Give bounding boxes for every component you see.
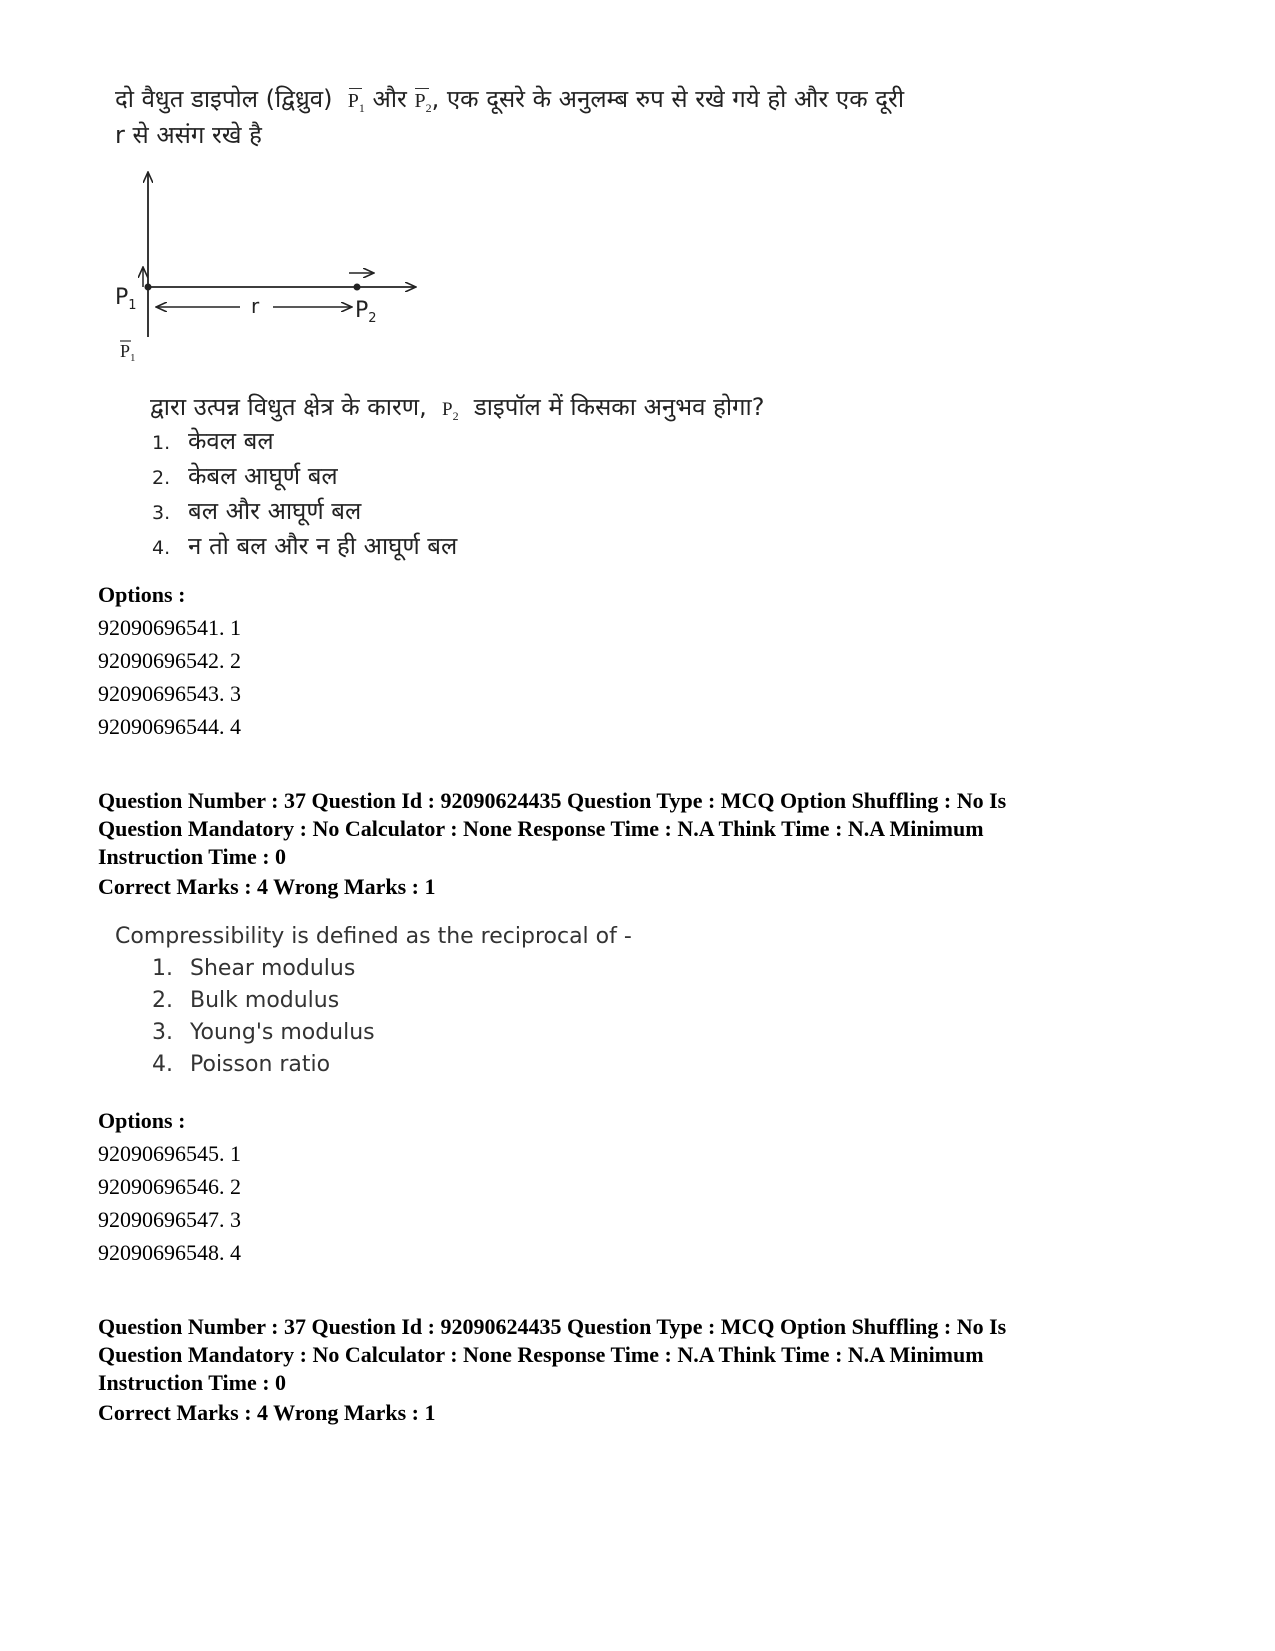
question-line-2: r से असंग रखे है — [115, 121, 262, 149]
meta-line: Instruction Time : 0 — [98, 844, 287, 869]
question-meta — [98, 787, 1178, 871]
choice-item: 2. Bulk modulus — [152, 988, 340, 1013]
option-item: 92090696545. 1 — [98, 1141, 241, 1166]
p1-bottom-label: $P_1$ — [120, 341, 136, 364]
question-meta — [98, 1313, 1178, 1397]
question-text: दो वैधुत डाइपोल (द्विध्रुव) — [115, 85, 333, 113]
p1-label: $P_1$ — [115, 285, 137, 313]
option-item: 92090696541. 1 — [98, 615, 241, 640]
option-item: 92090696543. 3 — [98, 681, 241, 706]
option-item: 92090696546. 2 — [98, 1174, 241, 1199]
p2-point — [354, 284, 361, 291]
choice-item: 2. केबल आघूर्ण बल — [152, 462, 338, 490]
choice-item: 3. बल और आघूर्ण बल — [152, 497, 362, 525]
choice-item: 3. Young's modulus — [152, 1020, 375, 1045]
dipole-diagram — [105, 165, 435, 375]
option-item: 92090696544. 4 — [98, 714, 241, 739]
option-item: 92090696542. 2 — [98, 648, 241, 673]
p2-label: $P_2$ — [355, 298, 377, 326]
meta-line: Instruction Time : 0 — [98, 1370, 287, 1395]
p2-symbol: $P_2$ — [442, 399, 459, 423]
question-text: द्वारा उत्पन्न विधुत क्षेत्र के कारण, — [150, 393, 427, 421]
question-text: , एक दूसरे के अनुलम्ब रुप से रखे गये हो और एक दूरी — [431, 85, 905, 113]
choice-item: 4. Poisson ratio — [152, 1052, 331, 1077]
r-label: r — [251, 294, 260, 318]
meta-line: Question Number : 37 Question Id : 92090624435 Question Type : MCQ Option Shuffling : No Is — [98, 1314, 1007, 1339]
meta-line: Question Number : 37 Question Id : 92090624435 Question Type : MCQ Option Shuffling : No Is — [98, 788, 1007, 813]
and-word: और — [372, 85, 407, 113]
options-heading: Options : — [98, 1108, 186, 1133]
choice-item: 1. Shear modulus — [152, 956, 356, 981]
question-text: डाइपॉल में किसका अनुभव होगा? — [473, 393, 765, 421]
question-text: Compressibility is defined as the reciprocal of - — [115, 924, 632, 949]
meta-line: Question Mandatory : No Calculator : None Response Time : N.A Think Time : N.A Minimum — [98, 816, 984, 841]
p1-vector-symbol: $P_1$ — [348, 86, 365, 116]
choice-item: 4. न तो बल और न ही आघूर्ण बल — [152, 532, 458, 560]
p1-point — [145, 284, 152, 291]
option-item: 92090696548. 4 — [98, 1240, 241, 1265]
p2-vector-symbol: $P_2$ — [414, 86, 431, 116]
option-item: 92090696547. 3 — [98, 1207, 241, 1232]
marks-line: Correct Marks : 4 Wrong Marks : 1 — [98, 1400, 436, 1425]
question-line-1 — [115, 82, 904, 116]
marks-line: Correct Marks : 4 Wrong Marks : 1 — [98, 874, 436, 899]
choice-item: 1. केवल बल — [152, 427, 274, 455]
question-line-3 — [150, 390, 765, 424]
meta-line: Question Mandatory : No Calculator : None Response Time : N.A Think Time : N.A Minimum — [98, 1342, 984, 1367]
options-heading: Options : — [98, 582, 186, 607]
